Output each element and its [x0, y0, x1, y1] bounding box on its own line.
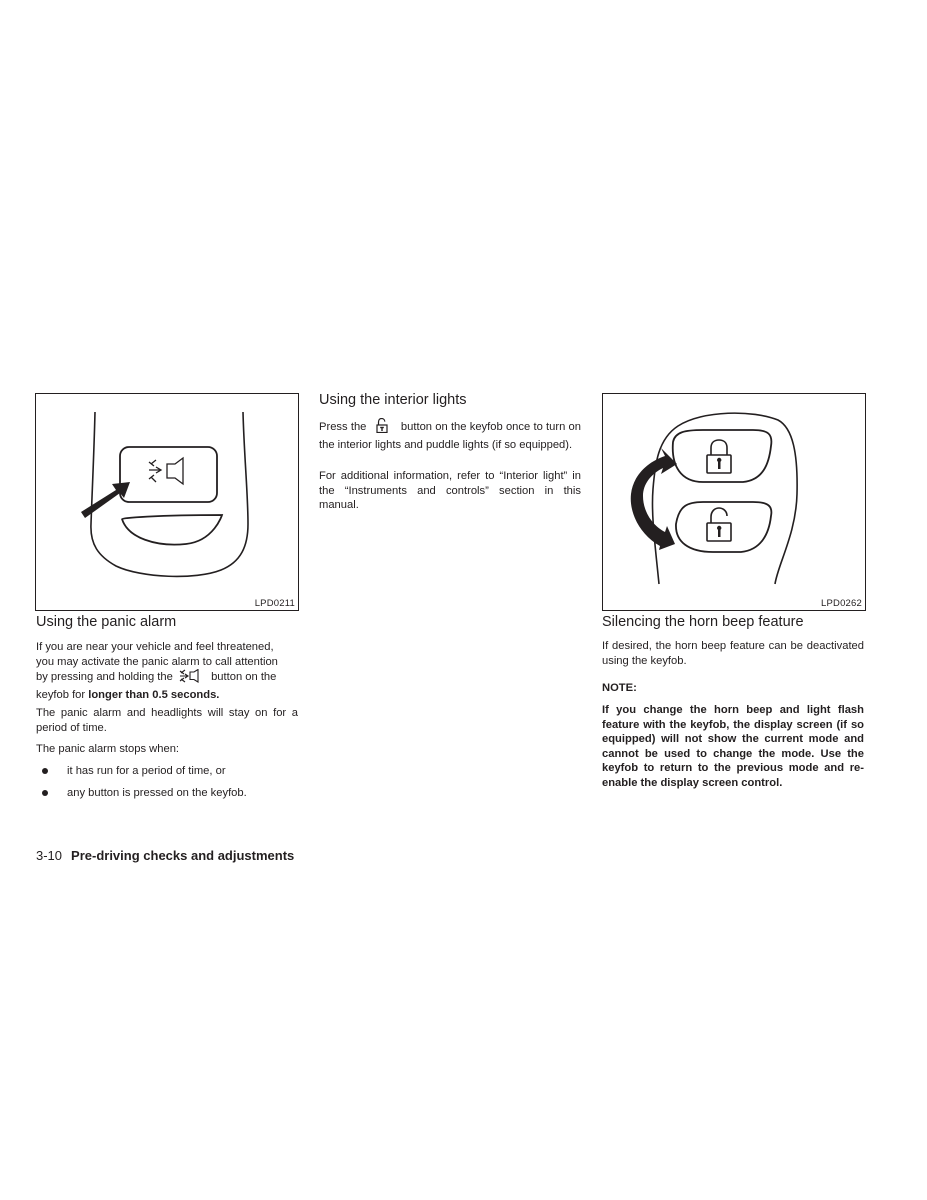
panic-p1-line-4a: keyfob for — [36, 688, 89, 701]
note-body: If you change the horn beep and light flash feature with the keyfob, the display screen (if so equipped) will not show the current mode and cannot be used to change the mode. Use the keyfob to return to the previous mode and re-enable the display screen control. — [602, 704, 864, 789]
section-title: Pre-driving checks and adjustments — [71, 848, 295, 863]
bullet-dot — [42, 768, 48, 774]
panic-button-keyfob-illustration — [36, 394, 298, 610]
panic-paragraph-3: The panic alarm stops when: — [36, 743, 180, 755]
lock-unlock-keyfob-illustration — [603, 394, 865, 610]
list-item-text: any button is pressed on the keyfob. — [67, 787, 247, 799]
interior-heading: Using the interior lights — [319, 392, 467, 408]
panic-heading: Using the panic alarm — [36, 614, 177, 630]
panic-p1-line-3b: button on the — [211, 671, 277, 684]
list-item-text: it has run for a period of time, or — [67, 765, 226, 777]
panic-p1-line-3a: by pressing and holding the — [36, 671, 173, 684]
figure-code: LPD0262 — [820, 598, 862, 609]
bullet-dot — [42, 790, 48, 796]
interior-p1-b: button on the keyfob once to turn on the interior lights and puddle lights (if so equipped). — [319, 421, 581, 451]
panic-duration: longer than 0.5 seconds. — [88, 688, 220, 701]
figure-panic-button — [35, 393, 299, 611]
horn-heading: Silencing the horn beep feature — [602, 614, 804, 630]
panic-p1-line-3 — [36, 669, 298, 688]
list-item — [42, 764, 292, 780]
panic-horn-icon — [179, 669, 201, 688]
unlock-icon — [376, 418, 388, 438]
list-item — [42, 786, 292, 802]
interior-paragraph-2: For additional information, refer to “Interior light” in the “Instruments and controls” section in this manual. — [319, 470, 581, 512]
interior-paragraph-1 — [319, 418, 581, 452]
page-number: 3-10 — [36, 848, 63, 863]
panic-p1-line-2: you may activate the panic alarm to call attention — [36, 655, 278, 668]
panic-paragraph-2: The panic alarm and headlights will stay on for a period of time. — [36, 707, 298, 734]
interior-p1-a: Press the — [319, 421, 367, 433]
note-title: NOTE: — [602, 682, 637, 694]
panic-paragraph-1 — [36, 640, 298, 702]
panic-p1-line-4 — [36, 688, 298, 703]
figure-lock-unlock — [602, 393, 866, 611]
page-footer — [36, 848, 294, 863]
figure-code: LPD0211 — [254, 598, 295, 609]
panic-p1-line-1: If you are near your vehicle and feel threatened, — [36, 641, 274, 653]
horn-paragraph-1: If desired, the horn beep feature can be deactivated using the keyfob. — [602, 640, 864, 667]
